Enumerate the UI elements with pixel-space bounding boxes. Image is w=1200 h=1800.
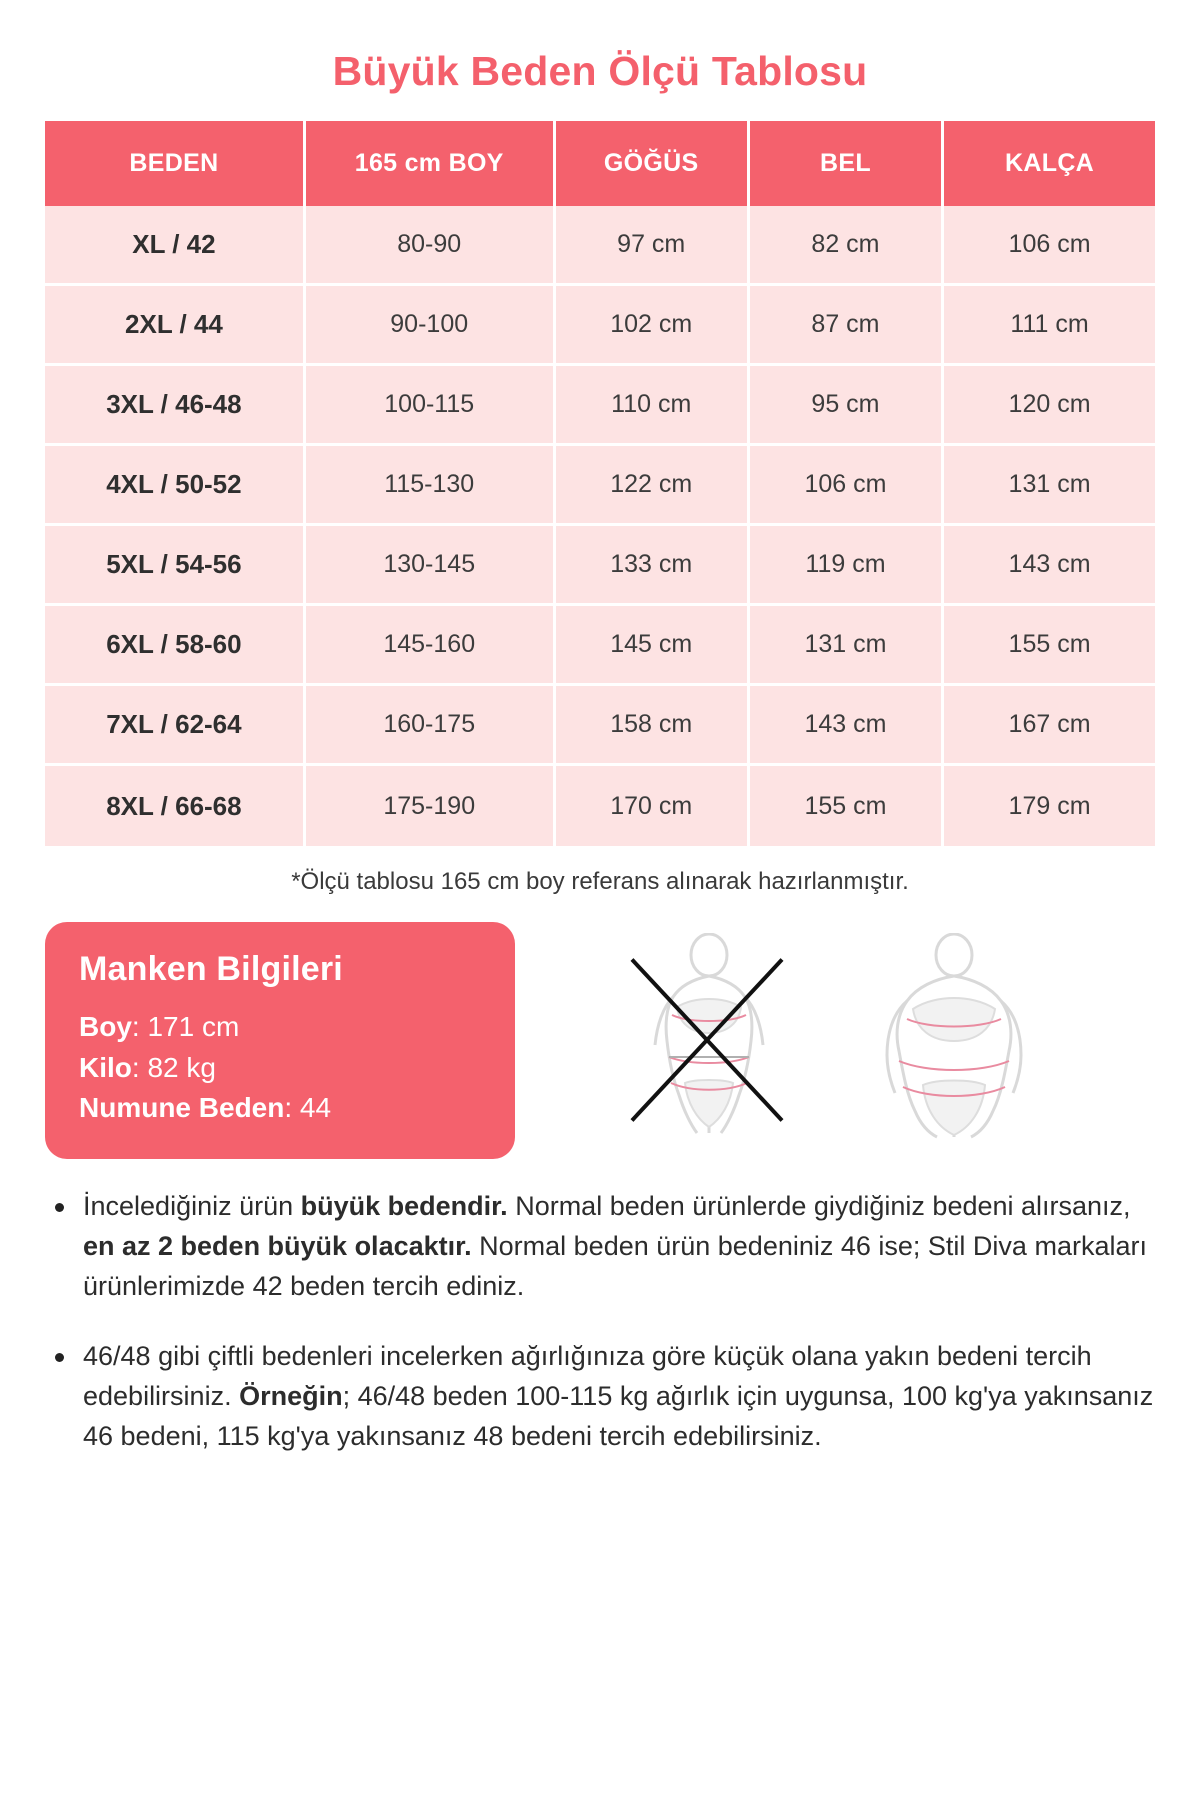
cell-gogus: 133 cm — [556, 526, 750, 606]
column-header-gogus: GÖĞÜS — [556, 121, 750, 206]
cell-gogus: 170 cm — [556, 766, 750, 846]
cell-boy: 80-90 — [306, 206, 556, 286]
cell-bel: 155 cm — [750, 766, 944, 846]
page-title: Büyük Beden Ölçü Tablosu — [332, 48, 868, 94]
cell-kalca: 120 cm — [944, 366, 1155, 446]
cell-beden: 7XL / 62-64 — [45, 686, 306, 766]
note-text-fragment: 46/48 gibi çiftli bedenleri incelerken ağırlığınıza göre küçük olana yakın bedeni tercih edebilirsiniz. — [83, 1340, 1092, 1411]
model-info-heading: Manken Bilgileri — [79, 950, 343, 988]
cell-boy: 160-175 — [306, 686, 556, 766]
model-sample-size-value: : 44 — [284, 1092, 332, 1124]
cell-bel: 82 cm — [750, 206, 944, 286]
table-row — [45, 366, 1155, 446]
cell-kalca: 179 cm — [944, 766, 1155, 846]
note-text-fragment: Örneğin — [239, 1380, 343, 1411]
cell-beden: 6XL / 58-60 — [45, 606, 306, 686]
note-item — [45, 1187, 1155, 1307]
column-header-kalca: KALÇA — [944, 121, 1155, 206]
note-text-fragment: İncelediğiniz ürün — [83, 1190, 301, 1221]
cell-beden: 5XL / 54-56 — [45, 526, 306, 606]
model-sample-size-label: Numune Beden — [79, 1092, 285, 1124]
table-header-row — [45, 121, 1155, 206]
table-footnote: *Ölçü tablosu 165 cm boy referans alınarak hazırlanmıştır. — [291, 868, 909, 895]
cell-boy: 175-190 — [306, 766, 556, 846]
cell-beden: 8XL / 66-68 — [45, 766, 306, 846]
cell-bel: 106 cm — [750, 446, 944, 526]
cell-beden: 3XL / 46-48 — [45, 366, 306, 446]
table-row — [45, 606, 1155, 686]
cell-gogus: 97 cm — [556, 206, 750, 286]
cell-boy: 100-115 — [306, 366, 556, 446]
cell-gogus: 102 cm — [556, 286, 750, 366]
figure-comparison — [543, 922, 1155, 1159]
cell-boy: 90-100 — [306, 286, 556, 366]
slim-figure-container — [609, 933, 809, 1148]
model-weight-value: : 82 kg — [131, 1051, 216, 1083]
cell-bel: 87 cm — [750, 286, 944, 366]
notes-list — [45, 1187, 1155, 1457]
column-header-boy: 165 cm BOY — [306, 121, 556, 206]
cell-gogus: 122 cm — [556, 446, 750, 526]
table-row — [45, 206, 1155, 286]
note-text-fragment: en az 2 beden büyük olacaktır. — [83, 1230, 472, 1261]
table-row — [45, 686, 1155, 766]
cell-bel: 119 cm — [750, 526, 944, 606]
cell-bel: 131 cm — [750, 606, 944, 686]
model-height-line — [79, 1007, 481, 1048]
note-text-fragment: ; 46/48 beden 100-115 kg ağırlık için uygunsa, 100 kg'ya yakınsanız 46 bedeni, 115 kg'ya yakınsanız 48 bedeni tercih edebilirsiniz. — [83, 1380, 1154, 1451]
column-header-bel: BEL — [750, 121, 944, 206]
note-item — [45, 1337, 1155, 1457]
table-row — [45, 286, 1155, 366]
model-info-card — [45, 922, 515, 1159]
cell-bel: 143 cm — [750, 686, 944, 766]
model-section — [45, 922, 1155, 1159]
note-text-fragment: büyük bedendir. — [300, 1190, 508, 1221]
cell-gogus: 145 cm — [556, 606, 750, 686]
model-weight-line — [79, 1048, 481, 1089]
model-height-label: Boy — [79, 1011, 132, 1042]
cell-boy: 145-160 — [306, 606, 556, 686]
table-row — [45, 446, 1155, 526]
cell-kalca: 111 cm — [944, 286, 1155, 366]
size-table — [45, 121, 1155, 846]
note-text-fragment: Normal beden ürün bedeniniz 46 ise; Stil Diva markaları ürünlerimizde 42 beden tercih ediniz. — [83, 1230, 1147, 1301]
cell-boy: 130-145 — [306, 526, 556, 606]
cell-beden: XL / 42 — [45, 206, 306, 286]
cell-kalca: 131 cm — [944, 446, 1155, 526]
cell-bel: 95 cm — [750, 366, 944, 446]
cell-kalca: 167 cm — [944, 686, 1155, 766]
plus-size-figure-icon — [849, 933, 1059, 1143]
table-row — [45, 526, 1155, 606]
cell-beden: 4XL / 50-52 — [45, 446, 306, 526]
cell-beden: 2XL / 44 — [45, 286, 306, 366]
cell-kalca: 143 cm — [944, 526, 1155, 606]
table-row — [45, 766, 1155, 846]
cell-boy: 115-130 — [306, 446, 556, 526]
column-header-beden: BEDEN — [45, 121, 306, 206]
model-sample-size-line — [79, 1088, 481, 1129]
model-height-value: : 171 cm — [131, 1011, 240, 1042]
cell-gogus: 158 cm — [556, 686, 750, 766]
note-text-fragment: Normal beden ürünlerde giydiğiniz bedeni alırsanız, — [507, 1190, 1131, 1221]
cell-kalca: 155 cm — [944, 606, 1155, 686]
cell-kalca: 106 cm — [944, 206, 1155, 286]
cell-gogus: 110 cm — [556, 366, 750, 446]
plus-size-figure-container — [849, 933, 1059, 1148]
model-weight-label: Kilo — [79, 1051, 132, 1083]
